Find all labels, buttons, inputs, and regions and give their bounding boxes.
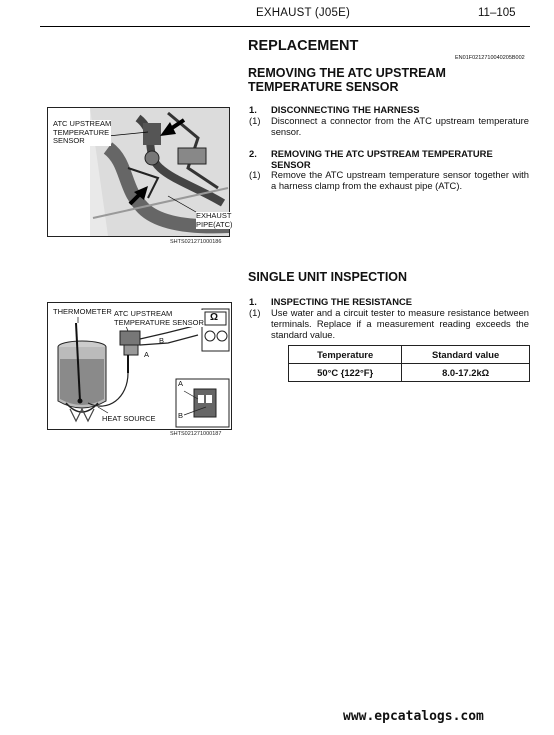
substep-number: (1) — [249, 115, 261, 126]
table-cell: 8.0-17.2kΩ — [402, 364, 530, 382]
figure-label-b: B — [178, 411, 184, 420]
table-header: Temperature — [289, 346, 402, 364]
figure-resistance-test — [47, 302, 232, 430]
label-line: ATC UPSTREAM — [114, 309, 173, 318]
label-line: ATC UPSTREAM — [53, 119, 112, 128]
substep-number: (1) — [249, 169, 261, 180]
step-title: INSPECTING THE RESISTANCE — [271, 296, 412, 307]
page-number: 11–105 — [478, 7, 516, 19]
figure-label-exhaust-pipe — [196, 212, 233, 229]
label-line: TEMPERATURE — [53, 127, 110, 137]
figure-label-sensor — [114, 310, 204, 327]
label-line: PIPE(ATC) — [196, 219, 233, 229]
figure-label-b: B — [159, 336, 165, 345]
table-header-row — [289, 346, 530, 364]
subsection-title-inspection: SINGLE UNIT INSPECTION — [248, 270, 408, 284]
label-line: TEMPERATURE SENSOR — [114, 317, 204, 327]
section-title: REPLACEMENT — [248, 38, 359, 54]
label-line: SENSOR — [53, 136, 85, 145]
watermark-url: www.epcatalogs.com — [343, 709, 484, 724]
figure-label-sensor — [53, 120, 111, 146]
substep-number: (1) — [249, 307, 261, 318]
figure-label-a: A — [178, 379, 184, 388]
running-header-title: EXHAUST (J05E) — [256, 7, 350, 19]
figure-code: SHTS021271000186 — [170, 239, 222, 245]
resistance-spec-table — [288, 345, 530, 382]
label-line: EXHAUST — [196, 211, 232, 220]
step-number: 1. — [249, 104, 257, 115]
step-number: 1. — [249, 296, 257, 307]
substep-text: Use water and a circuit tester to measure resistance between terminals. Replace if a measurement reading exceeds the standard value. — [271, 307, 529, 340]
step-number: 2. — [249, 148, 257, 159]
figure-code: SHTS021271000187 — [170, 431, 222, 437]
figure-label-a: A — [144, 350, 150, 359]
substep-text: Remove the ATC upstream temperature sensor together with a harness clamp from the exhaust pipe (ATC). — [271, 169, 529, 191]
figure-sensor-location — [47, 107, 233, 237]
header-rule — [40, 26, 530, 27]
substep-text: Disconnect a connector from the ATC upstream temperature sensor. — [271, 115, 529, 137]
ohm-icon: Ω — [210, 312, 219, 323]
figure-label-thermometer: THERMOMETER — [53, 307, 112, 316]
document-code: EN01F0212710040205B002 — [455, 55, 525, 61]
step-title: REMOVING THE ATC UPSTREAM TEMPERATURE SENSOR — [271, 148, 493, 170]
figure-label-heat-source: HEAT SOURCE — [102, 414, 156, 423]
table-cell: 50°C {122°F} — [289, 364, 402, 382]
table-row — [289, 364, 530, 382]
subsection-title-removing: REMOVING THE ATC UPSTREAM TEMPERATURE SENSOR — [248, 66, 446, 94]
step-title: DISCONNECTING THE HARNESS — [271, 104, 420, 115]
table-header: Standard value — [402, 346, 530, 364]
